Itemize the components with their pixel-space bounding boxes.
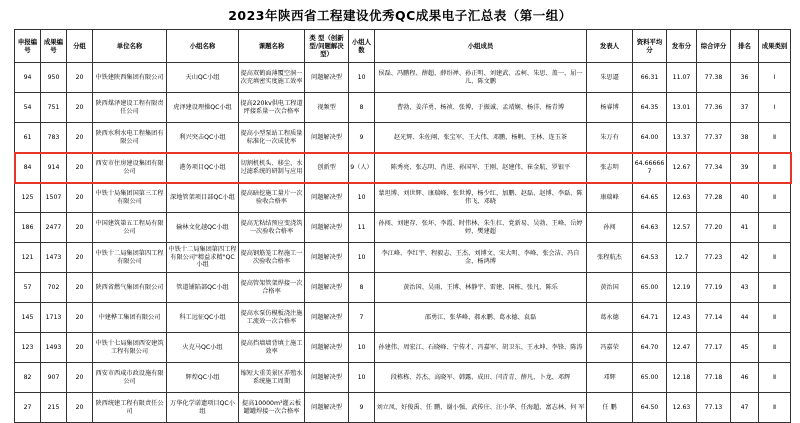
cell-members-count: 9（人）: [349, 153, 375, 183]
cell-team: 利兴突击QC小组: [167, 123, 239, 153]
cell-members: 刘立凤、好俊禹、任 鹏、谢小强、武传庄、汪小华、任海超、富志林、何 军: [375, 393, 587, 423]
table-body: [15, 63, 791, 423]
table-row[interactable]: [15, 153, 791, 183]
cell-team: 天山QC小组: [167, 63, 239, 93]
col-rank: 排名: [731, 30, 759, 63]
cell-apply-no: 123: [15, 333, 41, 363]
cell-topic: 提高钢筋笼工程施工一次验收合格率: [239, 243, 305, 273]
cell-members: 李江峰、李红宇、程毅志、王杰、刘博文、宋大明、李峰、张会洁、冯自金、杨鸿博: [375, 243, 587, 273]
cell-members: 蒙坦博、刘世辉、康瑞峰、张世博、杨少红、加鹏、赵磊、赵博、李磊、陈伟飞、邓晓: [375, 183, 587, 213]
cell-rank: 46: [731, 363, 759, 393]
table-row[interactable]: [15, 213, 791, 243]
cell-apply-no: 125: [15, 183, 41, 213]
cell-total-score: 77.28: [697, 183, 731, 213]
cell-type: 问题解决型: [305, 303, 349, 333]
table-row[interactable]: [15, 123, 791, 153]
cell-members-count: 10: [349, 333, 375, 363]
cell-total-score: 77.38: [697, 63, 731, 93]
cell-result-no: 783: [41, 123, 67, 153]
results-table: [14, 29, 791, 423]
cell-result-no: 702: [41, 273, 67, 303]
cell-members-count: 7: [349, 303, 375, 333]
cell-presenter: 杨睿博: [587, 93, 633, 123]
cell-publish-score: 12.18: [667, 363, 697, 393]
cell-members: 陈秀亮、张志明、肖进、孙国军、王刚、赵建伟、崔金航、罗银平: [375, 153, 587, 183]
cell-team: 管道铺陷部QC小组: [167, 273, 239, 303]
cell-total-score: 77.18: [697, 363, 731, 393]
cell-material-score: 64.63: [633, 213, 667, 243]
cell-unit: 中铁十七局集团西安建筑工程有限公司: [93, 333, 167, 363]
cell-members: 孙闯、刘建存、张坏、李霞、时伟林、朱生扛、党新易、吴勃、王峰、岳婷婷、樊建超: [375, 213, 587, 243]
cell-publish-score: 12.7: [667, 243, 697, 273]
cell-type: 问题解决型: [305, 63, 349, 93]
cell-category: Ⅰ: [759, 93, 791, 123]
cell-presenter: 葛永德: [587, 303, 633, 333]
cell-unit: 西安市西咸市政设施有限公司: [93, 363, 167, 393]
cell-material-score: 64.50: [633, 393, 667, 423]
cell-team: 中铁十二局集团第四工程有限公司"精益求精"QC小组: [167, 243, 239, 273]
col-result-no: 成果编号: [41, 30, 67, 63]
cell-result-no: 215: [41, 393, 67, 423]
table-row[interactable]: [15, 303, 791, 333]
cell-category: Ⅱ: [759, 393, 791, 423]
cell-unit: 西安市住房建设集团有限公司: [93, 153, 167, 183]
cell-members-count: 10: [349, 183, 375, 213]
table-row[interactable]: [15, 393, 791, 423]
cell-members-count: 10: [349, 243, 375, 273]
cell-total-score: 77.20: [697, 213, 731, 243]
cell-result-no: 1507: [41, 183, 67, 213]
cell-total-score: 77.36: [697, 93, 731, 123]
col-type: 类 型（创新型/问题解决型）: [305, 30, 349, 63]
cell-result-no: 914: [41, 153, 67, 183]
cell-members-count: 8: [349, 93, 375, 123]
page-title: 2023年陕西省工程建设优秀QC成果电子汇总表（第一组）: [228, 8, 572, 23]
table-row[interactable]: [15, 93, 791, 123]
cell-presenter: 任 鹏: [587, 393, 633, 423]
col-members: 小组成员: [375, 30, 587, 63]
cell-rank: 44: [731, 303, 759, 333]
cell-team: 辉煌QC小组: [167, 363, 239, 393]
cell-topic: 提高双鹤面薄覆空洞一次充填密实度施工效率: [239, 63, 305, 93]
cell-unit: 陕西省燃气集团有限公司: [93, 273, 167, 303]
cell-rank: 45: [731, 333, 759, 363]
cell-members: 侯磊、冯鹏程、薛超、薛纷禅、孙正明、刘建武、孟柯、朱思、盖一、屈一儿、陈文鹏: [375, 63, 587, 93]
cell-type: 问题解决型: [305, 393, 349, 423]
col-material-score: 资料平均分: [633, 30, 667, 63]
cell-unit: 中国建筑第五工程局有限公司: [93, 213, 167, 243]
cell-category: Ⅱ: [759, 273, 791, 303]
cell-topic: 提高小型泵站工程质量标准化一次成优率: [239, 123, 305, 153]
cell-topic: 提高暗挖施工量片一次验收合格率: [239, 183, 305, 213]
cell-presenter: 邓辉: [587, 363, 633, 393]
cell-result-no: 751: [41, 93, 67, 123]
cell-material-score: 64.00: [633, 123, 667, 153]
cell-topic: 切割机机头、移尘、水过滤系统的研制与应用: [239, 153, 305, 183]
cell-group: 20: [67, 183, 93, 213]
cell-publish-score: 11.07: [667, 63, 697, 93]
cell-rank: 40: [731, 183, 759, 213]
col-team: 小组名称: [167, 30, 239, 63]
cell-rank: 37: [731, 93, 759, 123]
cell-category: Ⅱ: [759, 213, 791, 243]
cell-type: 问题解决型: [305, 183, 349, 213]
cell-members: 段栋栋、苏杰、高晓军、韩露、成田、闫青青、薛凡、卜龙、邓辉: [375, 363, 587, 393]
cell-rank: 36: [731, 63, 759, 93]
table-row[interactable]: [15, 183, 791, 213]
cell-category: Ⅱ: [759, 153, 791, 183]
cell-rank: 42: [731, 243, 759, 273]
cell-total-score: 77.34: [697, 153, 731, 183]
cell-presenter: 朱思逼: [587, 63, 633, 93]
cell-presenter: 冯嘉荣: [587, 333, 633, 363]
cell-type: 问题解决型: [305, 363, 349, 393]
cell-total-score: 77.19: [697, 273, 731, 303]
cell-group: 20: [67, 63, 93, 93]
cell-group: 20: [67, 273, 93, 303]
cell-unit: 陕西统建工程有限责任公司: [93, 393, 167, 423]
cell-type: 问题解决型: [305, 273, 349, 303]
cell-material-score: 65.00: [633, 363, 667, 393]
cell-unit: 中铁建陕西集团有限公司: [93, 63, 167, 93]
cell-material-score: 66.31: [633, 63, 667, 93]
table-row[interactable]: [15, 363, 791, 393]
cell-members-count: 9: [349, 393, 375, 423]
cell-members-count: 10: [349, 363, 375, 393]
cell-team: 火克马QC小组: [167, 333, 239, 363]
cell-group: 20: [67, 153, 93, 183]
cell-group: 20: [67, 213, 93, 243]
cell-type: 问题解决型: [305, 123, 349, 153]
col-apply-no: 申报编号: [15, 30, 41, 63]
cell-rank: 47: [731, 393, 759, 423]
cell-rank: 39: [731, 153, 759, 183]
cell-members: 赵光辉、朱佐阐、张宝军、王大伟、邓鹏、杨帆、王林、连玉茶: [375, 123, 587, 153]
cell-unit: 中铁十局集团国第三工程有限公司: [93, 183, 167, 213]
col-members-count: 小组人数: [349, 30, 375, 63]
col-group: 分组: [67, 30, 93, 63]
cell-total-score: 77.14: [697, 303, 731, 333]
cell-presenter: 孙闯: [587, 213, 633, 243]
cell-material-score: 64.65: [633, 183, 667, 213]
cell-presenter: 康瑞峰: [587, 183, 633, 213]
cell-apply-no: 145: [15, 303, 41, 333]
cell-members: 孙建伟、周宏江、石晓峰、宁传才、冯嘉军、胡卫东、王永坤、李锋、陈涛: [375, 333, 587, 363]
cell-category: Ⅱ: [759, 183, 791, 213]
cell-material-score: 64.70: [633, 333, 667, 363]
cell-group: 20: [67, 393, 93, 423]
cell-publish-score: 12.63: [667, 183, 697, 213]
cell-topic: 提高220kv供电工程道坪接系量一次合格率: [239, 93, 305, 123]
col-category: 成果类别: [759, 30, 791, 63]
col-total-score: 综合评分: [697, 30, 731, 63]
cell-apply-no: 54: [15, 93, 41, 123]
cell-publish-score: 13.37: [667, 123, 697, 153]
cell-members-count: 8: [349, 273, 375, 303]
cell-apply-no: 121: [15, 243, 41, 273]
col-publish-score: 发布分: [667, 30, 697, 63]
cell-total-score: 77.23: [697, 243, 731, 273]
cell-rank: 38: [731, 123, 759, 153]
cell-group: 20: [67, 303, 93, 333]
cell-category: Ⅱ: [759, 303, 791, 333]
cell-publish-score: 12.57: [667, 213, 697, 243]
cell-type: 创新型: [305, 153, 349, 183]
cell-group: 20: [67, 333, 93, 363]
cell-presenter: 张志明: [587, 153, 633, 183]
cell-group: 20: [67, 363, 93, 393]
cell-unit: 中建桦工集团有限公司: [93, 303, 167, 333]
table-row[interactable]: [15, 63, 791, 93]
cell-category: Ⅱ: [759, 123, 791, 153]
cell-publish-score: 12.43: [667, 303, 697, 333]
cell-apply-no: 84: [15, 153, 41, 183]
cell-team: 深地管架项目部QC小组: [167, 183, 239, 213]
cell-category: Ⅱ: [759, 333, 791, 363]
cell-members-count: 11: [349, 213, 375, 243]
cell-material-score: 65.00: [633, 273, 667, 303]
cell-group: 20: [67, 243, 93, 273]
table-row[interactable]: [15, 273, 791, 303]
cell-publish-score: 13.01: [667, 93, 697, 123]
cell-rank: 41: [731, 213, 759, 243]
cell-material-score: 64.35: [633, 93, 667, 123]
cell-result-no: 2477: [41, 213, 67, 243]
cell-team: 科工远征QC小组: [167, 303, 239, 333]
cell-result-no: 1493: [41, 333, 67, 363]
cell-unit: 中铁十二局集团第四工程有限公司: [93, 243, 167, 273]
cell-members: 黄治国、吴雨、王博、林静宇、雷建、国栋、张凡、陈乐: [375, 273, 587, 303]
cell-material-score: 64.666667: [633, 153, 667, 183]
cell-apply-no: 27: [15, 393, 41, 423]
cell-apply-no: 186: [15, 213, 41, 243]
cell-category: Ⅰ: [759, 63, 791, 93]
cell-team: 输林文化越QC小组: [167, 213, 239, 243]
cell-apply-no: 94: [15, 63, 41, 93]
cell-apply-no: 82: [15, 363, 41, 393]
cell-team: 虎泽建设理操QC小组: [167, 93, 239, 123]
cell-topic: 提高10000m³灌云板罐罐焊接一次合格率: [239, 393, 305, 423]
cell-total-score: 77.13: [697, 393, 731, 423]
cell-presenter: 张程航杰: [587, 243, 633, 273]
cell-presenter: 黄治国: [587, 273, 633, 303]
cell-members: 曹勃、姜洋勇、杨祯、张博、于振诚、孟靖娴、杨洋、杨青博: [375, 93, 587, 123]
cell-apply-no: 61: [15, 123, 41, 153]
cell-topic: 缩短大重美景区养殖水系统施工周期: [239, 363, 305, 393]
cell-category: Ⅱ: [759, 363, 791, 393]
table-header-row: [15, 30, 791, 63]
cell-group: 20: [67, 93, 93, 123]
cell-category: Ⅱ: [759, 243, 791, 273]
cell-type: 视频型: [305, 93, 349, 123]
table-row[interactable]: [15, 243, 791, 273]
cell-result-no: 950: [41, 63, 67, 93]
cell-type: 问题解决型: [305, 333, 349, 363]
table-row[interactable]: [15, 333, 791, 363]
col-unit: 单位名称: [93, 30, 167, 63]
cell-publish-score: 12.63: [667, 393, 697, 423]
cell-topic: 提高管架管架焊接一次合格率: [239, 273, 305, 303]
cell-type: 问题解决型: [305, 243, 349, 273]
col-topic: 课题名称: [239, 30, 305, 63]
cell-topic: 提高水泵仿模板浇注施工流效一次合格率: [239, 303, 305, 333]
cell-publish-score: 12.67: [667, 153, 697, 183]
cell-total-score: 77.37: [697, 123, 731, 153]
cell-members-count: 9: [349, 123, 375, 153]
cell-material-score: 64.53: [633, 243, 667, 273]
cell-type: 问题解决型: [305, 213, 349, 243]
cell-total-score: 77.17: [697, 333, 731, 363]
cell-result-no: 1473: [41, 243, 67, 273]
cell-team: 港务项目QC小组: [167, 153, 239, 183]
col-presenter: 发表人: [587, 30, 633, 63]
cell-members-count: 10: [349, 63, 375, 93]
cell-publish-score: 12.19: [667, 273, 697, 303]
cell-presenter: 朱万有: [587, 123, 633, 153]
cell-unit: 陕西煤泽建设工程有限责任公司: [93, 93, 167, 123]
cell-result-no: 1713: [41, 303, 67, 333]
cell-topic: 提高无粘结预应变浇筑一次验收合格率: [239, 213, 305, 243]
cell-rank: 43: [731, 273, 759, 303]
cell-material-score: 64.71: [633, 303, 667, 333]
cell-topic: 提高挡墙墙背填土施工效率: [239, 333, 305, 363]
cell-team: 万华化学诺遗项目QC小组: [167, 393, 239, 423]
cell-result-no: 907: [41, 363, 67, 393]
cell-members: 邵勇江、张华峰、郝永鹏、葛永德、袁磊: [375, 303, 587, 333]
cell-unit: 陕西水利水电工程集团有限公司: [93, 123, 167, 153]
cell-publish-score: 12.47: [667, 333, 697, 363]
cell-group: 20: [67, 123, 93, 153]
cell-apply-no: 57: [15, 273, 41, 303]
